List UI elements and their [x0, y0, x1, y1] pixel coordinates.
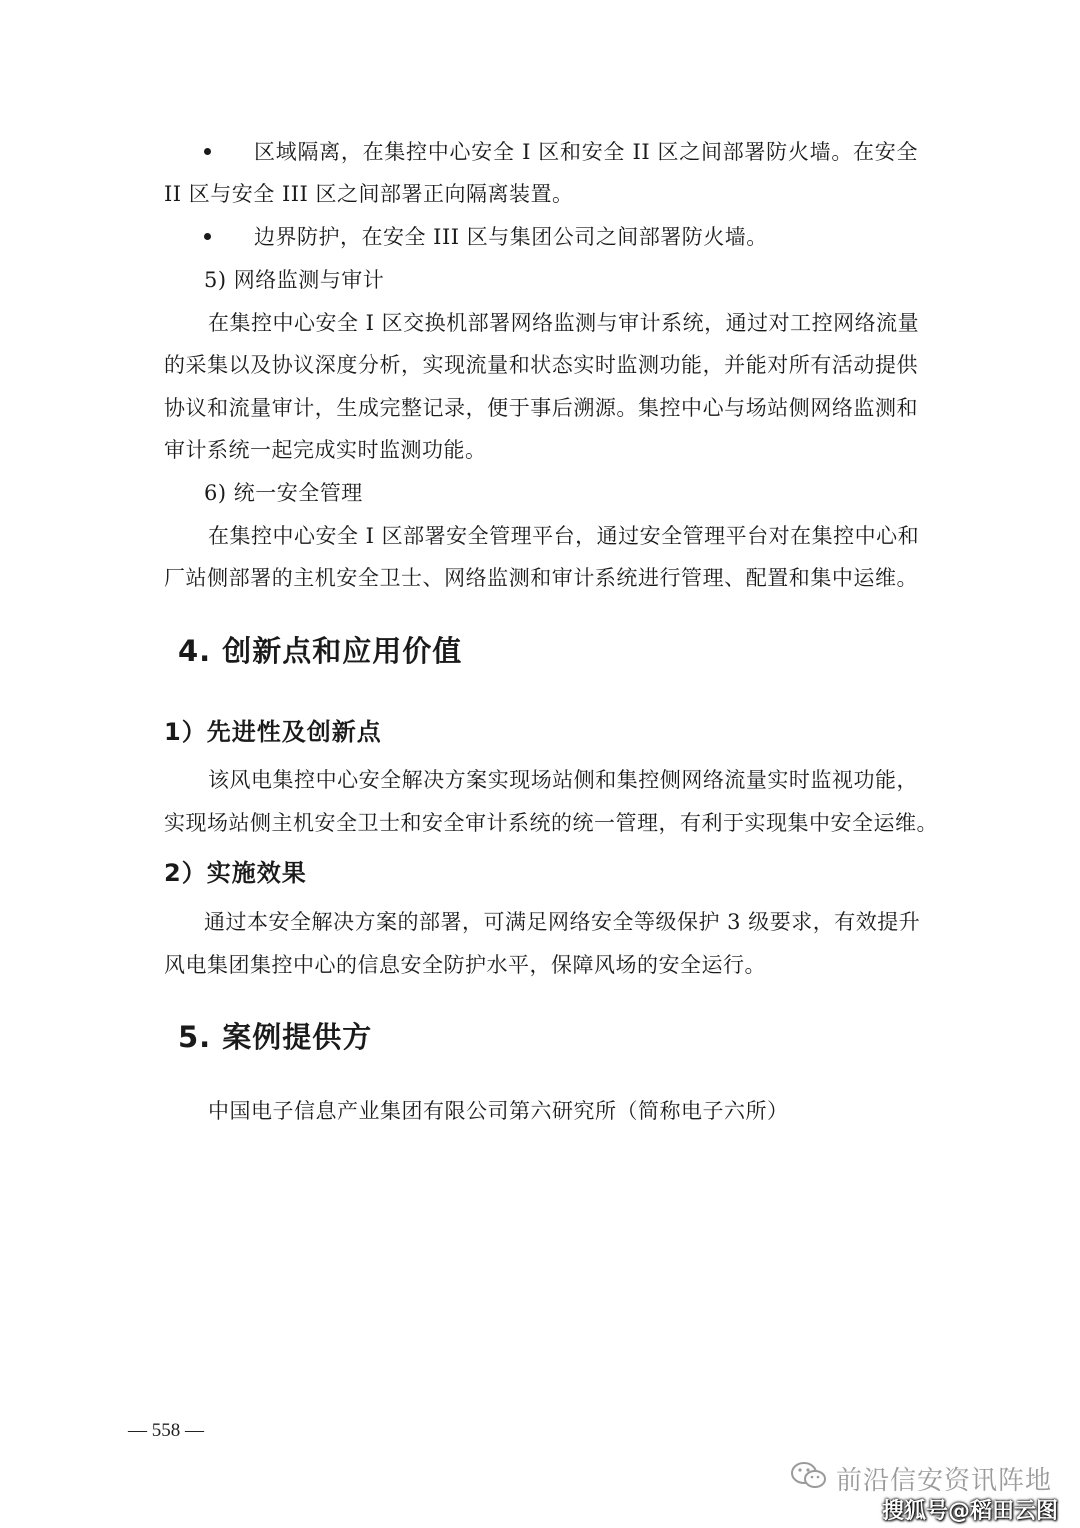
item-5-line-2: 的采集以及协议深度分析，实现流量和状态实时监测功能，并能对所有活动提供 — [164, 353, 918, 377]
section-5-text: 中国电子信息产业集团有限公司第六研究所（简称电子六所） — [208, 1099, 789, 1123]
bullet-2-line-1: 边界防护，在安全 III 区与集团公司之间部署防火墙。 — [254, 225, 768, 249]
bullet-1-line-2: II 区与安全 III 区之间部署正向隔离装置。 — [164, 182, 574, 206]
section-4-sub-1-line-1: 该风电集控中心安全解决方案实现场站侧和集控侧网络流量实时监视功能， — [208, 768, 918, 792]
bullet-dot — [204, 233, 211, 240]
item-5-line-3: 协议和流量审计，生成完整记录，便于事后溯源。集控中心与场站侧网络监测和 — [164, 396, 918, 420]
item-5-heading: 5) 网络监测与审计 — [204, 268, 385, 292]
sohu-watermark: 搜狐号@稻田云图 — [881, 1499, 1058, 1524]
page-number: — 558 — — [128, 1420, 204, 1441]
watermark — [790, 1458, 1052, 1498]
item-6-heading: 6) 统一安全管理 — [204, 481, 363, 505]
bullet-dot — [204, 148, 211, 155]
section-4-title: 4. 创新点和应用价值 — [178, 634, 463, 668]
section-4-sub-2-line-2: 风电集团集控中心的信息安全防护水平，保障风场的安全运行。 — [164, 953, 766, 977]
section-4-sub-2-line-1: 通过本安全解决方案的部署，可满足网络安全等级保护 3 级要求，有效提升 — [204, 910, 921, 934]
item-5-line-4: 审计系统一起完成实时监测功能。 — [164, 438, 487, 462]
section-4-sub-1-title: 1）先进性及创新点 — [164, 718, 382, 746]
section-4-sub-2-title: 2）实施效果 — [164, 859, 307, 887]
section-4-sub-1-line-2: 实现场站侧主机安全卫士和安全审计系统的统一管理，有利于实现集中安全运维。 — [164, 811, 938, 835]
item-6-line-2: 厂站侧部署的主机安全卫士、网络监测和审计系统进行管理、配置和集中运维。 — [164, 566, 918, 590]
section-5-title: 5. 案例提供方 — [178, 1020, 373, 1054]
item-5-line-1: 在集控中心安全 I 区交换机部署网络监测与审计系统，通过对工控网络流量 — [208, 311, 920, 335]
wechat-icon — [790, 1461, 828, 1495]
watermark-text: 前沿信安资讯阵地 — [836, 1465, 1053, 1496]
item-6-line-1: 在集控中心安全 I 区部署安全管理平台，通过安全管理平台对在集控中心和 — [208, 524, 920, 548]
bullet-1-line-1: 区域隔离，在集控中心安全 I 区和安全 II 区之间部署防火墙。在安全 — [254, 140, 918, 164]
